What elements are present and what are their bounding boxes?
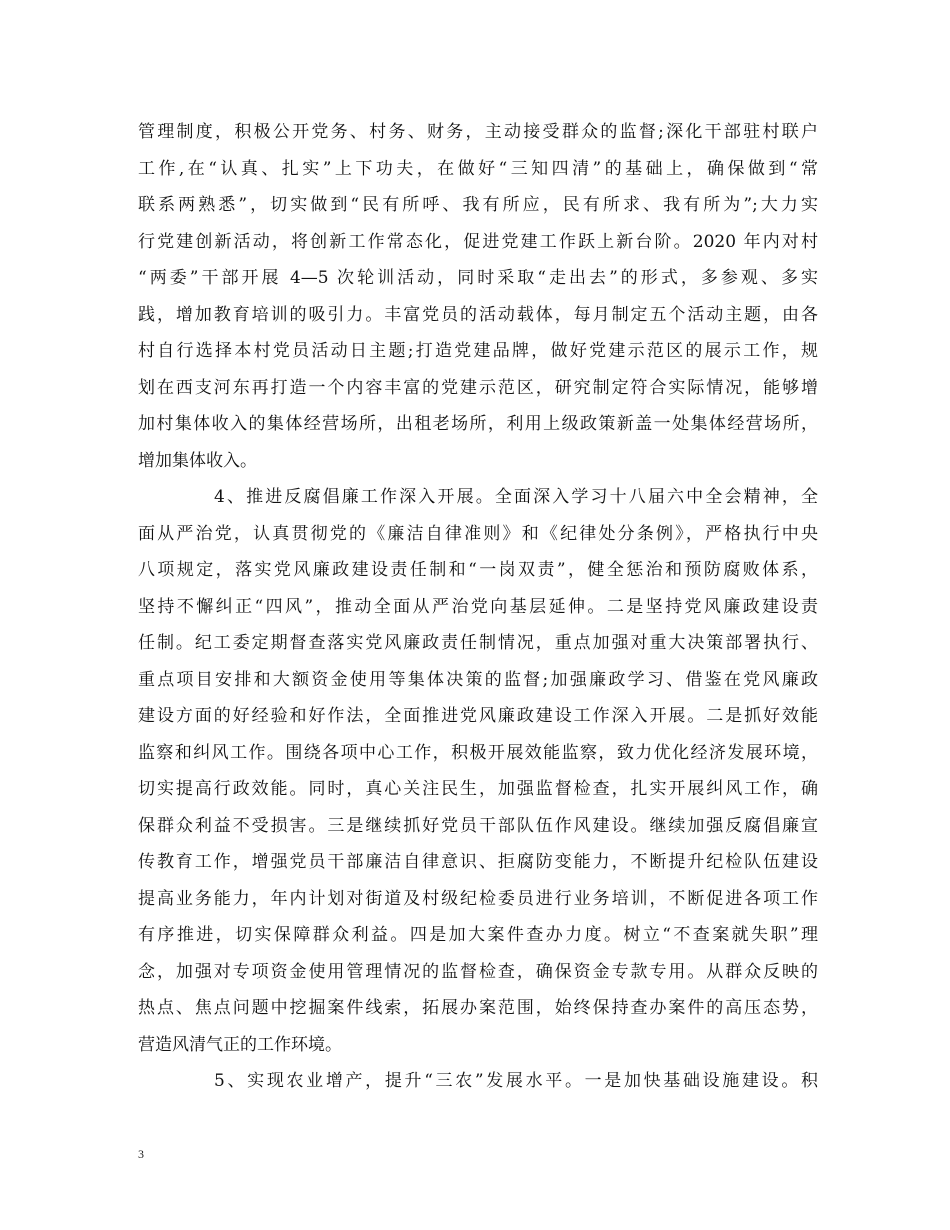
text-line: 划在西支河东再打造一个内容丰富的党建示范区，研究制定符合实际情况，能够增: [138, 378, 818, 398]
text-line: 坚持不懈纠正“四风”，推动全面从严治党向基层延伸。二是坚持党风廉政建设责: [138, 597, 818, 617]
text-line: 行党建创新活动，将创新工作常态化，促进党建工作跃上新台阶。2020 年内对村: [138, 232, 818, 252]
text-line: 重点项目安排和大额资金使用等集体决策的监督;加强廉政学习、借鉴在党风廉政: [138, 670, 818, 690]
text-line: 管理制度，积极公开党务、村务、财务，主动接受群众的监督;深化干部驻村联户: [138, 122, 818, 142]
text-line: 践，增加教育培训的吸引力。丰富党员的活动载体，每月制定五个活动主题，由各: [138, 305, 818, 325]
text-line: 念，加强对专项资金使用管理情况的监督检查，确保资金专款专用。从群众反映的: [138, 962, 818, 982]
text-line: 有序推进，切实保障群众利益。四是加大案件查办力度。树立“不查案就失职”理: [138, 925, 818, 945]
text-line: 保群众利益不受损害。三是继续抓好党员干部队伍作风建设。继续加强反腐倡廉宣: [138, 816, 818, 836]
text-line: 营造风清气正的工作环境。: [138, 1035, 342, 1055]
text-line: 工作,在“认真、扎实”上下功夫，在做好“三知四清”的基础上，确保做到“常: [138, 159, 818, 179]
text-line: “两委”干部开展 4—5 次轮训活动，同时采取“走出去”的形式，多参观、多实: [138, 268, 818, 288]
paragraph-start-line: 4、推进反腐倡廉工作深入开展。全面深入学习十八届六中全会精神，全: [214, 487, 818, 507]
text-line: 村自行选择本村党员活动日主题;打造党建品牌，做好党建示范区的展示工作，规: [138, 341, 818, 361]
text-line: 加村集体收入的集体经营场所，出租老场所，利用上级政策新盖一处集体经营场所，: [138, 414, 818, 434]
paragraph-start-line: 5、实现农业增产，提升“三农”发展水平。一是加快基础设施建设。积: [214, 1071, 818, 1091]
text-line: 面从严治党，认真贯彻党的《廉洁自律准则》和《纪律处分条例》，严格执行中央: [138, 524, 818, 544]
page-number: 3: [138, 1147, 144, 1161]
text-line: 提高业务能力，年内计划对街道及村级纪检委员进行业务培训，不断促进各项工作: [138, 889, 818, 909]
text-line: 监察和纠风工作。围绕各项中心工作，积极开展效能监察，致力优化经济发展环境，: [138, 743, 818, 763]
text-line: 切实提高行政效能。同时，真心关注民生，加强监督检查，扎实开展纠风工作，确: [138, 779, 818, 799]
text-line: 建设方面的好经验和好作法，全面推进党风廉政建设工作深入开展。二是抓好效能: [138, 706, 818, 726]
text-line: 传教育工作，增强党员干部廉洁自律意识、拒腐防变能力，不断提升纪检队伍建设: [138, 852, 818, 872]
text-line: 任制。纪工委定期督查落实党风廉政责任制情况，重点加强对重大决策部署执行、: [138, 633, 818, 653]
text-line: 增加集体收入。: [138, 451, 257, 471]
text-line: 八项规定，落实党风廉政建设责任制和“一岗双责”，健全惩治和预防腐败体系，: [138, 560, 818, 580]
text-line: 联系两熟悉”，切实做到“民有所呼、我有所应，民有所求、我有所为”;大力实: [138, 195, 818, 215]
text-line: 热点、焦点问题中挖掘案件线索，拓展办案范围，始终保持查办案件的高压态势，: [138, 998, 818, 1018]
